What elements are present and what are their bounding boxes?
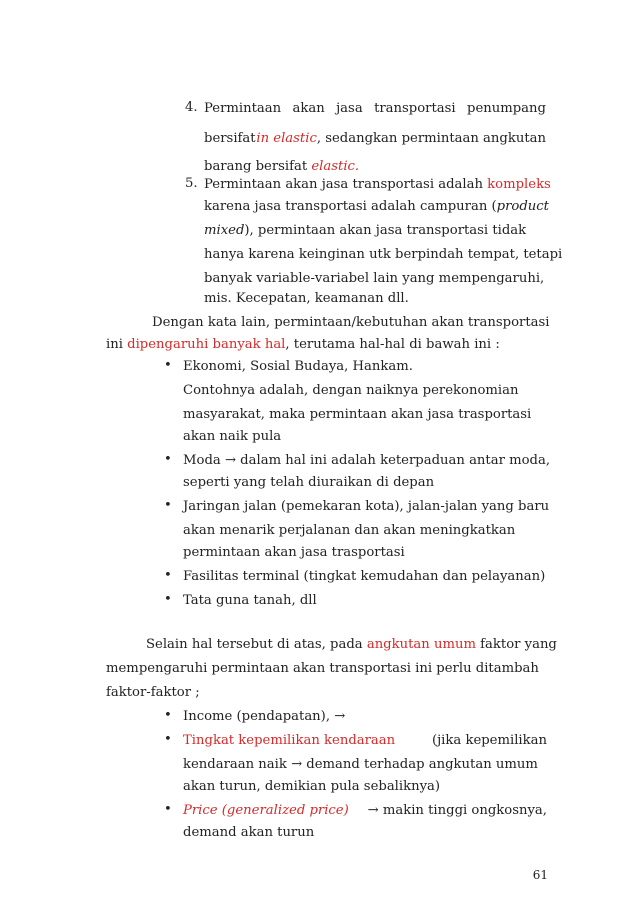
bullet8-line2: demand akan turun [183,825,315,840]
highlight-elastic: elastic. [311,159,360,174]
bullet-marker: • [164,732,172,747]
bullet-marker: • [164,568,172,583]
bullet3-line3: permintaan akan jasa trasportasi [183,545,405,560]
para1-line1: Dengan kata lain, permintaan/kebutuhan akan transportasi [152,315,550,330]
bullet7-line1: Tingkat kepemilikan kendaraan (jika kepemilikan [183,733,547,748]
bullet1-line3: masyarakat, maka permintaan akan jasa trasportasi [183,407,532,422]
bullet7-line2: kendaraan naik → demand terhadap angkutan umum [183,757,538,772]
bullet3-line1: Jaringan jalan (pemekaran kota), jalan-jalan yang baru [183,499,550,514]
item5-line2: karena jasa transportasi adalah campuran (product [204,199,549,214]
list-number-5: 5. [185,176,198,191]
bullet2-line1: Moda → dalam hal ini adalah keterpaduan antar moda, [183,453,551,468]
bullet2-line2: seperti yang telah diuraikan di depan [183,475,435,490]
bullet1-line2: Contohnya adalah, dengan naiknya perekonomian [183,383,519,398]
para2-line2: mempengaruhi permintaan akan transportasi ini perlu ditambah [106,661,539,676]
bullet8-line1: Price (generalized price) → makin tinggi ongkosnya, [183,803,547,818]
bullet3-line2: akan menarik perjalanan dan akan meningkatkan [183,523,516,538]
bullet-marker: • [164,802,172,817]
bullet7-line3: akan turun, demikian pula sebaliknya) [183,779,441,794]
bullet1-line1: Ekonomi, Sosial Budaya, Hankam. [183,359,413,374]
item4-line1: Permintaan akan jasa transportasi penumpang [204,101,546,116]
highlight-angkutan-umum: angkutan umum [366,637,476,652]
item4-line3: barang bersifat elastic. [204,159,360,174]
para2-line3: faktor-faktor ; [106,685,200,700]
item5-line5: banyak variable-variabel lain yang mempengaruhi, [204,271,545,286]
item5-line3: mixed), permintaan akan jasa transportasi tidak [204,223,527,238]
bullet-marker: • [164,498,172,513]
bullet-marker: • [164,358,172,373]
bullet1-line4: akan naik pula [183,429,282,444]
item5-line1: Permintaan akan jasa transportasi adalah kompleks [204,177,551,192]
bullet5-line1: Tata guna tanah, dll [183,593,317,608]
bullet4-line1: Fasilitas terminal (tingkat kemudahan dan pelayanan) [183,569,546,584]
highlight-price: Price (generalized price) [183,803,349,818]
bullet-marker: • [164,452,172,467]
para2-line1: Selain hal tersebut di atas, pada angkutan umum faktor yang [146,637,557,652]
highlight-in-elastic: in elastic [256,131,317,146]
item4-line2: bersifat in elastic, sedangkan permintaan angkutan [204,131,546,146]
highlight-tingkat-kepemilikan: Tingkat kepemilikan kendaraan [183,733,396,748]
list-number-4: 4. [185,100,198,115]
page-number: 61 [532,868,548,882]
highlight-kompleks: kompleks [487,177,551,192]
bullet-marker: • [164,708,172,723]
item5-line4: hanya karena keinginan utk berpindah tempat, tetapi [204,247,563,262]
item5-line6: mis. Kecepatan, keamanan dll. [204,291,409,306]
highlight-dipengaruhi: dipengaruhi banyak hal [127,337,286,352]
bullet6-line1: Income (pendapatan), → [183,709,346,724]
bullet-marker: • [164,592,172,607]
para1-line2: ini dipengaruhi banyak hal, terutama hal-hal di bawah ini : [106,337,500,352]
